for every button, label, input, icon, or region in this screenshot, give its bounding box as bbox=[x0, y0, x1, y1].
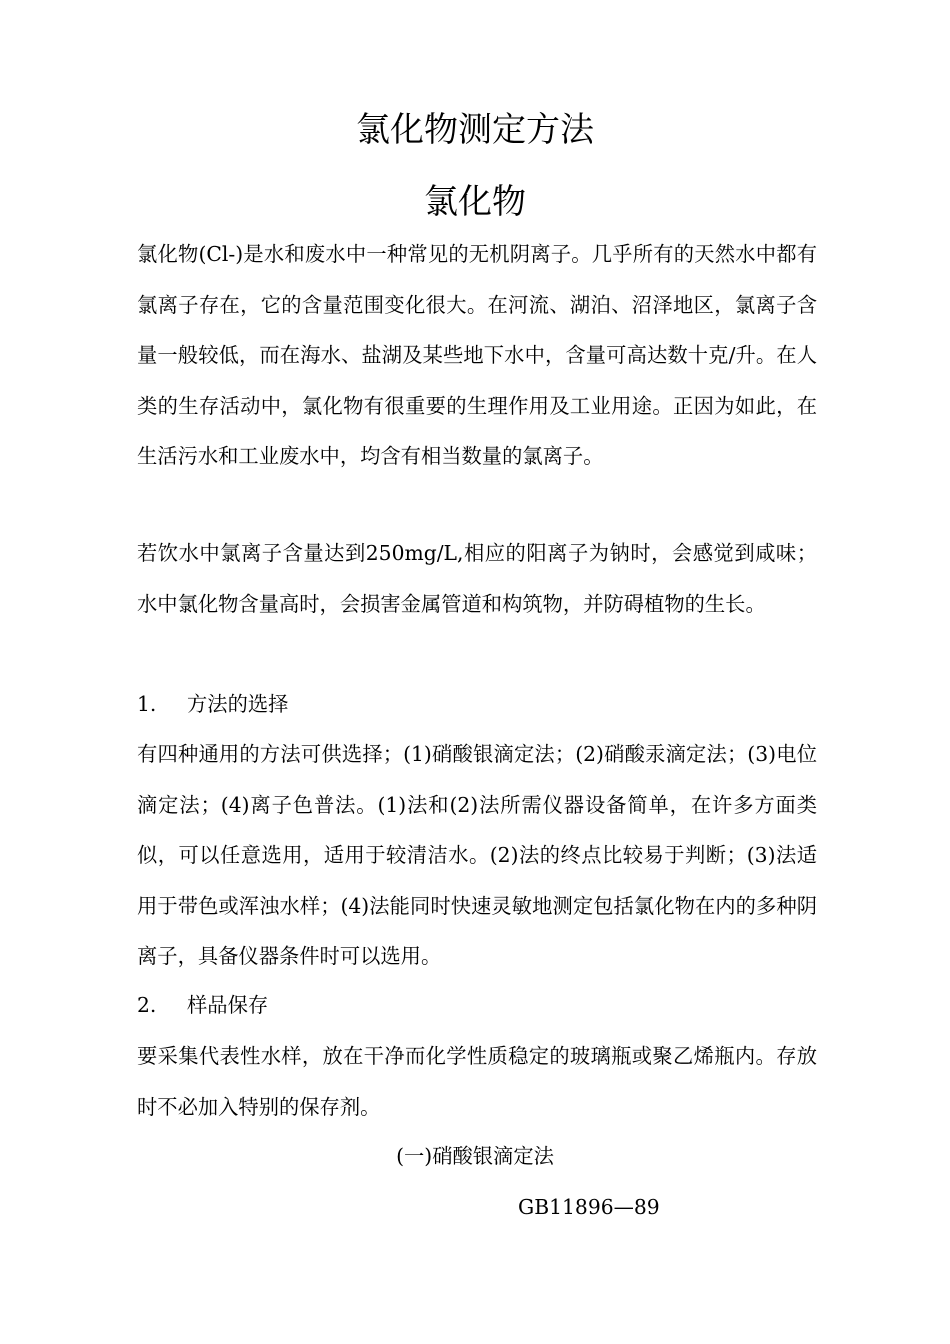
storage-paragraph: 要采集代表性水样，放在干净而化学性质稳定的玻璃瓶或聚乙烯瓶内。存放时不必加入特别的保存剂。 bbox=[137, 1044, 817, 1119]
section-title: 氯化物 bbox=[424, 182, 526, 222]
effects-paragraph: 若饮水中氯离子含量达到250mg/L,相应的阳离子为钠时，会感觉到咸味；水中氯化物含量高时，会损害金属管道和构筑物，并防碍植物的生长。 bbox=[137, 541, 817, 616]
methods-paragraph: 有四种通用的方法可供选择；(1)硝酸银滴定法；(2)硝酸汞滴定法；(3)电位滴定法；(4)离子色普法。(1)法和(2)法所需仪器设备简单，在许多方面类似，可以任意选用，适用于较清洁水。(2)法的终点比较易于判断；(3)法适用于带色或浑浊水样；(4)法能同时快速灵敏地测定包括氯化物在内的多种阴离子，具备仪器条件时可以选用。 bbox=[137, 742, 817, 968]
method-heading: (一)硝酸银滴定法 bbox=[396, 1144, 554, 1168]
section-number: 1. bbox=[137, 692, 157, 716]
document-title: 氯化物测定方法 bbox=[356, 110, 594, 150]
standard-code: GB11896—89 bbox=[518, 1195, 660, 1219]
section-number: 2. bbox=[137, 993, 157, 1017]
intro-paragraph: 氯化物(Cl-)是水和废水中一种常见的无机阴离子。几乎所有的天然水中都有氯离子存在，它的含量范围变化很大。在河流、湖泊、沼泽地区，氯离子含量一般较低，而在海水、盐湖及某些地下水中，含量可高达数十克/升。在人类的生存活动中，氯化物有很重要的生理作用及工业用途。正因为如此，在生活污水和工业废水中，均含有相当数量的氯离子。 bbox=[137, 242, 817, 468]
section-heading-sample-storage bbox=[137, 980, 268, 1031]
section-heading-label: 方法的选择 bbox=[187, 692, 289, 716]
section-heading-method-selection bbox=[137, 679, 288, 730]
section-heading-label: 样品保存 bbox=[187, 993, 269, 1017]
